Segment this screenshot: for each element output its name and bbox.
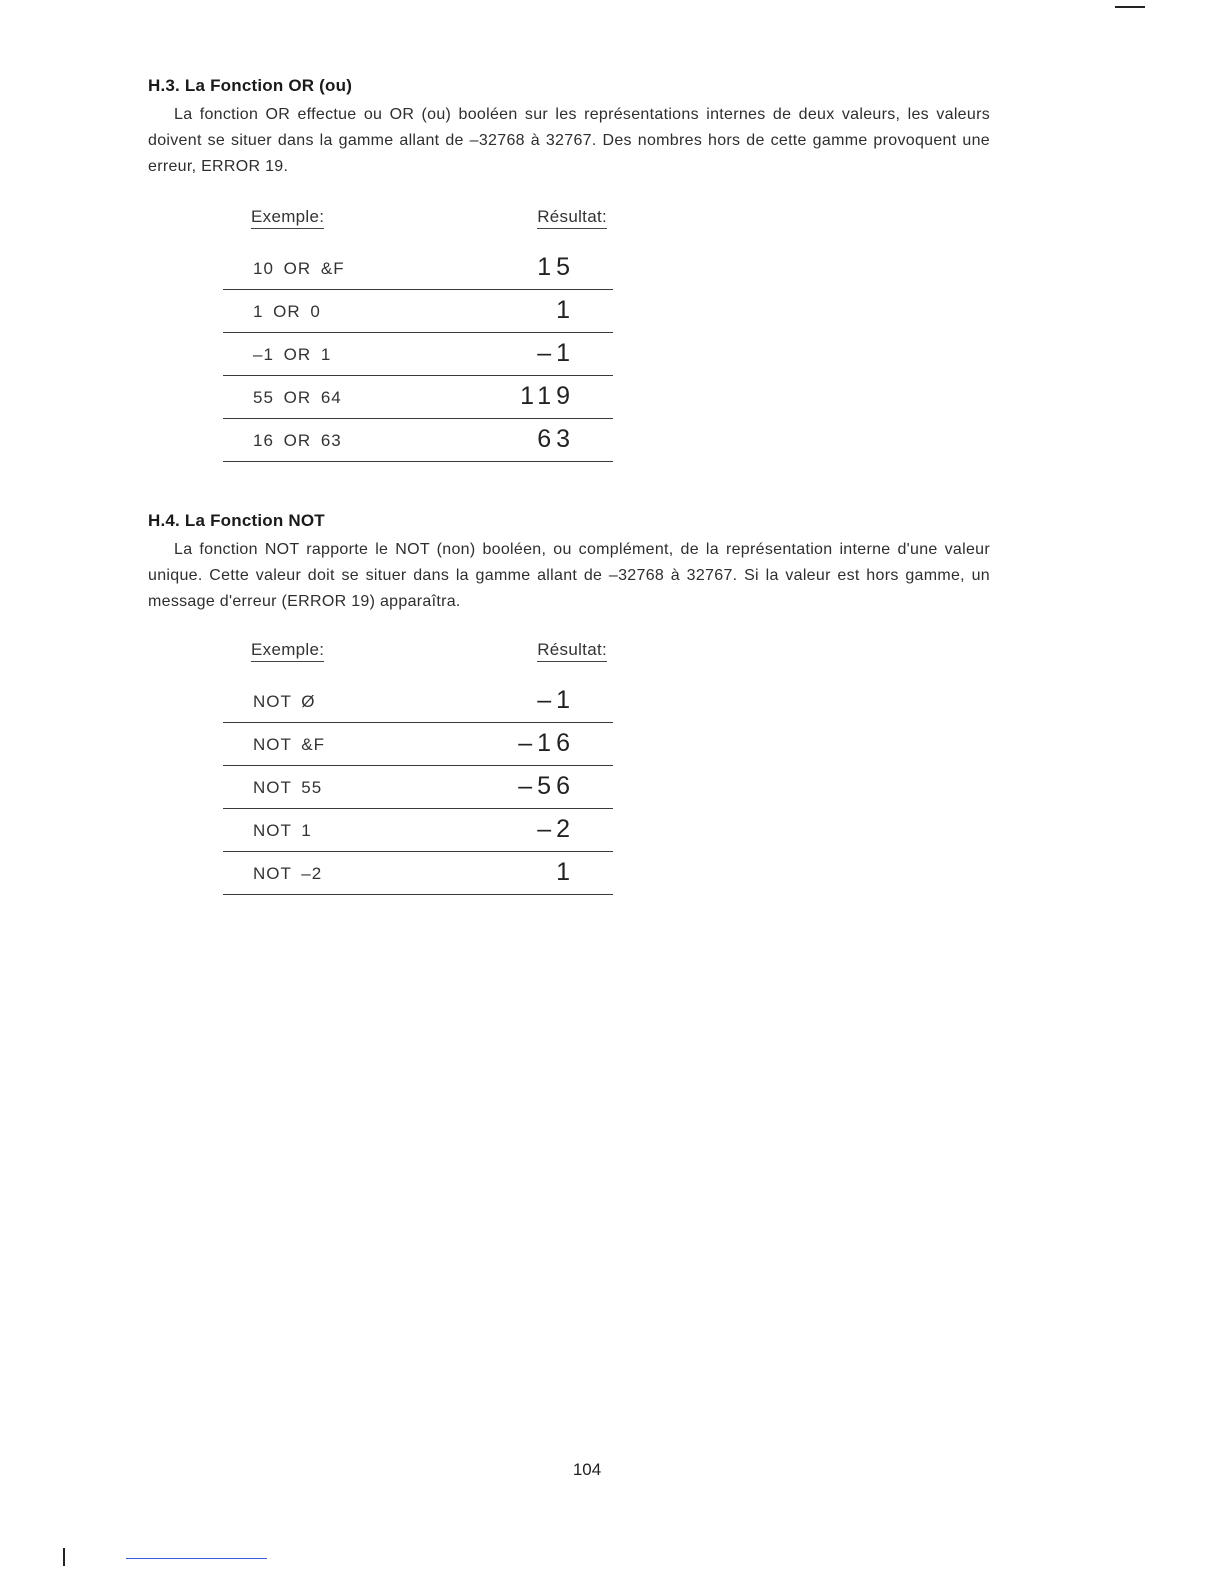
table-row bbox=[223, 680, 613, 723]
example-result: –56 bbox=[518, 772, 575, 800]
example-result: –1 bbox=[537, 686, 575, 714]
table-row bbox=[223, 723, 613, 766]
example-expression: NOT –2 bbox=[253, 864, 323, 883]
margin-tick bbox=[63, 1548, 65, 1566]
table-row bbox=[223, 290, 613, 333]
example-expression: 10 OR &F bbox=[253, 259, 345, 278]
section-not bbox=[148, 511, 990, 615]
section-heading: H.4. La Fonction NOT bbox=[148, 511, 325, 530]
example-expression: NOT Ø bbox=[253, 692, 316, 711]
example-result: –2 bbox=[537, 815, 575, 843]
example-expression: NOT &F bbox=[253, 735, 326, 754]
example-result: 63 bbox=[537, 425, 575, 453]
section-paragraph: La fonction NOT rapporte le NOT (non) booléen, ou complément, de la représentation interne d'une valeur unique. Cette valeur doit se situer dans la gamme allant de –32768 à 32767. Si la valeur est hors gamme, un message d'erreur (ERROR 19) apparaîtra. bbox=[148, 541, 990, 610]
page-number: 104 bbox=[572, 1460, 602, 1479]
example-table-or bbox=[223, 207, 613, 462]
column-header-example: Exemple: bbox=[251, 207, 324, 229]
example-result: 15 bbox=[537, 253, 575, 281]
example-expression: 55 OR 64 bbox=[253, 388, 342, 407]
column-header-result: Résultat: bbox=[537, 640, 607, 662]
example-expression: 1 OR 0 bbox=[253, 302, 321, 321]
example-result: 1 bbox=[556, 858, 575, 886]
example-expression: –1 OR 1 bbox=[253, 345, 332, 364]
example-expression: NOT 55 bbox=[253, 778, 323, 797]
column-header-result: Résultat: bbox=[537, 207, 607, 229]
example-result: –16 bbox=[518, 729, 575, 757]
example-expression: NOT 1 bbox=[253, 821, 312, 840]
corner-mark bbox=[1115, 6, 1145, 8]
table-row bbox=[223, 852, 613, 895]
table-header bbox=[223, 207, 613, 247]
example-result: –1 bbox=[537, 339, 575, 367]
table-row bbox=[223, 809, 613, 852]
section-heading: H.3. La Fonction OR (ou) bbox=[148, 76, 353, 95]
section-paragraph: La fonction OR effectue ou OR (ou) booléen sur les représentations internes de deux valeurs, les valeurs doivent se situer dans la gamme allant de –32768 à 32767. Des nombres hors de cette gamme provoquent une erreur, ERROR 19. bbox=[148, 106, 990, 175]
example-expression: 16 OR 63 bbox=[253, 431, 342, 450]
table-row bbox=[223, 376, 613, 419]
example-result: 119 bbox=[520, 382, 575, 410]
footnote-rule bbox=[126, 1558, 267, 1559]
example-table-not bbox=[223, 640, 613, 895]
table-header bbox=[223, 640, 613, 680]
table-row bbox=[223, 766, 613, 809]
table-row bbox=[223, 247, 613, 290]
table-row bbox=[223, 333, 613, 376]
column-header-example: Exemple: bbox=[251, 640, 324, 662]
example-result: 1 bbox=[556, 296, 575, 324]
table-row bbox=[223, 419, 613, 462]
section-or bbox=[148, 76, 990, 180]
